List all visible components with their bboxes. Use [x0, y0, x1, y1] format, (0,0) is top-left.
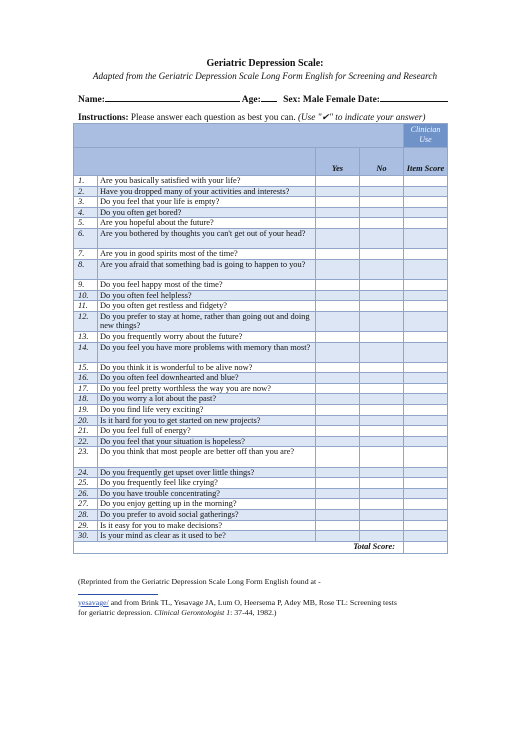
yes-cell[interactable] — [316, 362, 360, 373]
question-text: Do you feel happy most of the time? — [98, 279, 316, 290]
table-header — [74, 148, 448, 176]
question-text: Do you think it is wonderful to be alive now? — [98, 362, 316, 373]
yes-cell[interactable] — [316, 342, 360, 362]
question-number: 13. — [74, 331, 98, 342]
footer-citation — [78, 577, 398, 618]
question-text: Do you enjoy getting up in the morning? — [98, 499, 316, 510]
yes-cell[interactable] — [316, 311, 360, 331]
no-cell[interactable] — [360, 383, 404, 394]
question-row — [74, 342, 448, 362]
instructions-label: Instructions: — [78, 112, 129, 122]
yes-cell[interactable] — [316, 279, 360, 290]
question-number: 29. — [74, 520, 98, 531]
yes-cell[interactable] — [316, 531, 360, 542]
yes-cell[interactable] — [316, 436, 360, 447]
no-cell[interactable] — [360, 531, 404, 542]
date-label: Date: — [357, 95, 380, 105]
yes-cell[interactable] — [316, 176, 360, 187]
question-text: Do you often feel downhearted and blue? — [98, 373, 316, 384]
yes-cell[interactable] — [316, 510, 360, 521]
no-cell[interactable] — [360, 311, 404, 331]
instructions-text: Please answer each question as best you can. — [130, 112, 296, 122]
yes-cell[interactable] — [316, 447, 360, 467]
question-row — [74, 290, 448, 301]
age-field[interactable] — [261, 93, 277, 102]
item-score-cell[interactable] — [404, 279, 448, 290]
no-cell[interactable] — [360, 426, 404, 437]
item-score-cell[interactable] — [404, 520, 448, 531]
no-cell[interactable] — [360, 207, 404, 218]
question-number: 6. — [74, 228, 98, 248]
question-number: 12. — [74, 311, 98, 331]
question-row — [74, 488, 448, 499]
no-cell[interactable] — [360, 186, 404, 197]
question-row — [74, 426, 448, 437]
question-text: Do you frequently feel like crying? — [98, 478, 316, 489]
question-number: 16. — [74, 373, 98, 384]
question-row — [74, 228, 448, 248]
question-text: Are you in good spirits most of the time? — [98, 249, 316, 260]
question-row — [74, 176, 448, 187]
question-row — [74, 467, 448, 478]
no-cell[interactable] — [360, 520, 404, 531]
question-number: 18. — [74, 394, 98, 405]
yes-cell[interactable] — [316, 373, 360, 384]
no-cell[interactable] — [360, 478, 404, 489]
form-subtitle: Adapted from the Geriatric Depression Scale Long Form English for Screening and Research — [92, 71, 438, 81]
yes-cell[interactable] — [316, 383, 360, 394]
item-score-cell[interactable] — [404, 467, 448, 478]
question-number: 20. — [74, 415, 98, 426]
question-text: Do you feel pretty worthless the way you are now? — [98, 383, 316, 394]
question-text: Is it hard for you to get started on new projects? — [98, 415, 316, 426]
yes-cell[interactable] — [316, 331, 360, 342]
question-row — [74, 478, 448, 489]
question-rows — [74, 176, 448, 542]
question-number: 30. — [74, 531, 98, 542]
yes-cell[interactable] — [316, 467, 360, 478]
no-cell[interactable] — [360, 373, 404, 384]
question-row — [74, 383, 448, 394]
item-score-cell[interactable] — [404, 394, 448, 405]
yes-cell[interactable] — [316, 488, 360, 499]
question-text: Do you think that most people are better off than you are? — [98, 447, 316, 467]
question-number: 17. — [74, 383, 98, 394]
patient-fields — [78, 93, 458, 105]
yes-cell[interactable] — [316, 394, 360, 405]
item-score-cell[interactable] — [404, 249, 448, 260]
question-number: 7. — [74, 249, 98, 260]
yes-cell[interactable] — [316, 426, 360, 437]
question-number: 10. — [74, 290, 98, 301]
question-number: 4. — [74, 207, 98, 218]
no-cell[interactable] — [360, 467, 404, 478]
no-cell[interactable] — [360, 447, 404, 467]
yes-cell[interactable] — [316, 415, 360, 426]
item-score-cell[interactable] — [404, 447, 448, 467]
yes-cell[interactable] — [316, 301, 360, 312]
footer-line2: and from Brink TL, Yesavage JA, Lum O, Heersema P, Adey MB, Rose TL: Screening tests for geriatric depression. — [78, 598, 397, 617]
item-score-cell[interactable] — [404, 426, 448, 437]
no-cell[interactable] — [360, 290, 404, 301]
question-row — [74, 499, 448, 510]
question-text: Do you worry a lot about the past? — [98, 394, 316, 405]
footer-url-line — [78, 587, 158, 595]
item-score-cell[interactable] — [404, 197, 448, 208]
question-number: 15. — [74, 362, 98, 373]
question-text: Do you find life very exciting? — [98, 405, 316, 416]
yes-cell[interactable] — [316, 405, 360, 416]
no-cell[interactable] — [360, 436, 404, 447]
item-score-cell[interactable] — [404, 301, 448, 312]
question-text: Do you feel full of energy? — [98, 426, 316, 437]
no-cell[interactable] — [360, 394, 404, 405]
name-label: Name: — [78, 95, 105, 105]
question-text: Is it easy for you to make decisions? — [98, 520, 316, 531]
question-text: Do you often get restless and fidgety? — [98, 301, 316, 312]
question-number: 9. — [74, 279, 98, 290]
item-score-cell[interactable] — [404, 311, 448, 331]
question-text: Do you feel that your situation is hopeless? — [98, 436, 316, 447]
item-score-cell[interactable] — [404, 218, 448, 229]
question-row — [74, 207, 448, 218]
yes-cell[interactable] — [316, 218, 360, 229]
no-cell[interactable] — [360, 331, 404, 342]
no-cell[interactable] — [360, 510, 404, 521]
question-number: 2. — [74, 186, 98, 197]
item-score-cell[interactable] — [404, 290, 448, 301]
yes-cell[interactable] — [316, 228, 360, 248]
question-text: Are you basically satisfied with your life? — [98, 176, 316, 187]
question-text: Do you prefer to stay at home, rather than going out and doing new things? — [98, 311, 316, 331]
question-number: 11. — [74, 301, 98, 312]
no-cell[interactable] — [360, 176, 404, 187]
instructions — [78, 112, 425, 123]
question-text: Do you have trouble concentrating? — [98, 488, 316, 499]
no-cell[interactable] — [360, 488, 404, 499]
yes-cell[interactable] — [316, 249, 360, 260]
question-row — [74, 394, 448, 405]
question-row — [74, 301, 448, 312]
question-row — [74, 415, 448, 426]
no-cell[interactable] — [360, 259, 404, 279]
no-cell[interactable] — [360, 301, 404, 312]
item-score-cell[interactable] — [404, 331, 448, 342]
question-row — [74, 279, 448, 290]
question-row — [74, 218, 448, 229]
clinician-use-header: Clinician Use — [404, 124, 448, 148]
question-row — [74, 531, 448, 542]
item-score-cell[interactable] — [404, 176, 448, 187]
question-row — [74, 186, 448, 197]
question-row — [74, 331, 448, 342]
question-text: Is your mind as clear as it used to be? — [98, 531, 316, 542]
yes-cell[interactable] — [316, 207, 360, 218]
question-header — [74, 148, 316, 176]
item-score-cell[interactable] — [404, 499, 448, 510]
item-score-cell[interactable] — [404, 259, 448, 279]
question-row — [74, 405, 448, 416]
item-score-cell[interactable] — [404, 342, 448, 362]
question-number: 8. — [74, 259, 98, 279]
yes-cell[interactable] — [316, 197, 360, 208]
yes-cell[interactable] — [316, 259, 360, 279]
no-cell[interactable] — [360, 499, 404, 510]
question-number: 24. — [74, 467, 98, 478]
no-cell[interactable] — [360, 362, 404, 373]
no-cell[interactable] — [360, 342, 404, 362]
question-row — [74, 259, 448, 279]
form-title: Geriatric Depression Scale: — [206, 58, 324, 69]
sex-label: Sex: Male Female — [283, 95, 356, 105]
age-label: Age: — [241, 95, 261, 105]
question-number: 25. — [74, 478, 98, 489]
yes-cell[interactable] — [316, 499, 360, 510]
no-cell[interactable] — [360, 405, 404, 416]
question-row — [74, 249, 448, 260]
question-row — [74, 373, 448, 384]
item-score-cell[interactable] — [404, 478, 448, 489]
question-text: Do you frequently get upset over little things? — [98, 467, 316, 478]
footer-line1: (Reprinted from the Geriatric Depression Scale Long Form English found at - — [78, 577, 321, 586]
question-number: 1. — [74, 176, 98, 187]
item-score-header: Item Score — [404, 148, 448, 176]
question-text: Do you often feel helpless? — [98, 290, 316, 301]
question-text: Are you hopeful about the future? — [98, 218, 316, 229]
question-number: 14. — [74, 342, 98, 362]
yes-cell[interactable] — [316, 520, 360, 531]
item-score-cell[interactable] — [404, 228, 448, 248]
no-cell[interactable] — [360, 197, 404, 208]
no-cell[interactable] — [360, 228, 404, 248]
question-text: Do you often get bored? — [98, 207, 316, 218]
item-score-cell[interactable] — [404, 510, 448, 521]
gds-table — [73, 123, 448, 554]
question-row — [74, 362, 448, 373]
no-cell[interactable] — [360, 249, 404, 260]
no-cell[interactable] — [360, 279, 404, 290]
question-number: 27. — [74, 499, 98, 510]
footer-line3: : 37-44, 1982.) — [230, 608, 277, 617]
item-score-cell[interactable] — [404, 362, 448, 373]
question-text: Do you prefer to avoid social gatherings? — [98, 510, 316, 521]
yes-header: Yes — [316, 148, 360, 176]
question-row — [74, 436, 448, 447]
item-score-cell[interactable] — [404, 488, 448, 499]
name-field[interactable] — [105, 93, 240, 102]
question-row — [74, 311, 448, 331]
item-score-cell[interactable] — [404, 436, 448, 447]
header-spacer — [74, 124, 404, 148]
question-row — [74, 520, 448, 531]
question-text: Are you afraid that something bad is going to happen to you? — [98, 259, 316, 279]
question-number: 26. — [74, 488, 98, 499]
footer-link[interactable]: yesavage/ — [78, 598, 109, 607]
instructions-hint: (Use "✔" to indicate your answer) — [297, 112, 426, 122]
yes-cell[interactable] — [316, 478, 360, 489]
question-row — [74, 510, 448, 521]
total-row — [74, 541, 448, 553]
question-row — [74, 447, 448, 467]
item-score-cell[interactable] — [404, 415, 448, 426]
item-score-cell[interactable] — [404, 373, 448, 384]
footer-journal: Clinical Gerontologist 1 — [154, 608, 231, 617]
question-number: 28. — [74, 510, 98, 521]
question-number: 22. — [74, 436, 98, 447]
item-score-cell[interactable] — [404, 531, 448, 542]
item-score-cell[interactable] — [404, 207, 448, 218]
question-row — [74, 197, 448, 208]
item-score-cell[interactable] — [404, 383, 448, 394]
date-field[interactable] — [380, 93, 448, 102]
no-cell[interactable] — [360, 218, 404, 229]
question-text: Do you feel that your life is empty? — [98, 197, 316, 208]
question-number: 23. — [74, 447, 98, 467]
total-score-cell[interactable] — [404, 541, 448, 553]
question-text: Do you feel you have more problems with memory than most? — [98, 342, 316, 362]
item-score-cell[interactable] — [404, 186, 448, 197]
question-text: Do you frequently worry about the future? — [98, 331, 316, 342]
total-score-label: Total Score: — [74, 541, 404, 553]
item-score-cell[interactable] — [404, 405, 448, 416]
question-number: 5. — [74, 218, 98, 229]
no-cell[interactable] — [360, 415, 404, 426]
question-number: 19. — [74, 405, 98, 416]
question-number: 3. — [74, 197, 98, 208]
no-header: No — [360, 148, 404, 176]
question-text: Are you bothered by thoughts you can't get out of your head? — [98, 228, 316, 248]
yes-cell[interactable] — [316, 186, 360, 197]
question-number: 21. — [74, 426, 98, 437]
table-header-top — [74, 124, 448, 148]
yes-cell[interactable] — [316, 290, 360, 301]
question-text: Have you dropped many of your activities and interests? — [98, 186, 316, 197]
